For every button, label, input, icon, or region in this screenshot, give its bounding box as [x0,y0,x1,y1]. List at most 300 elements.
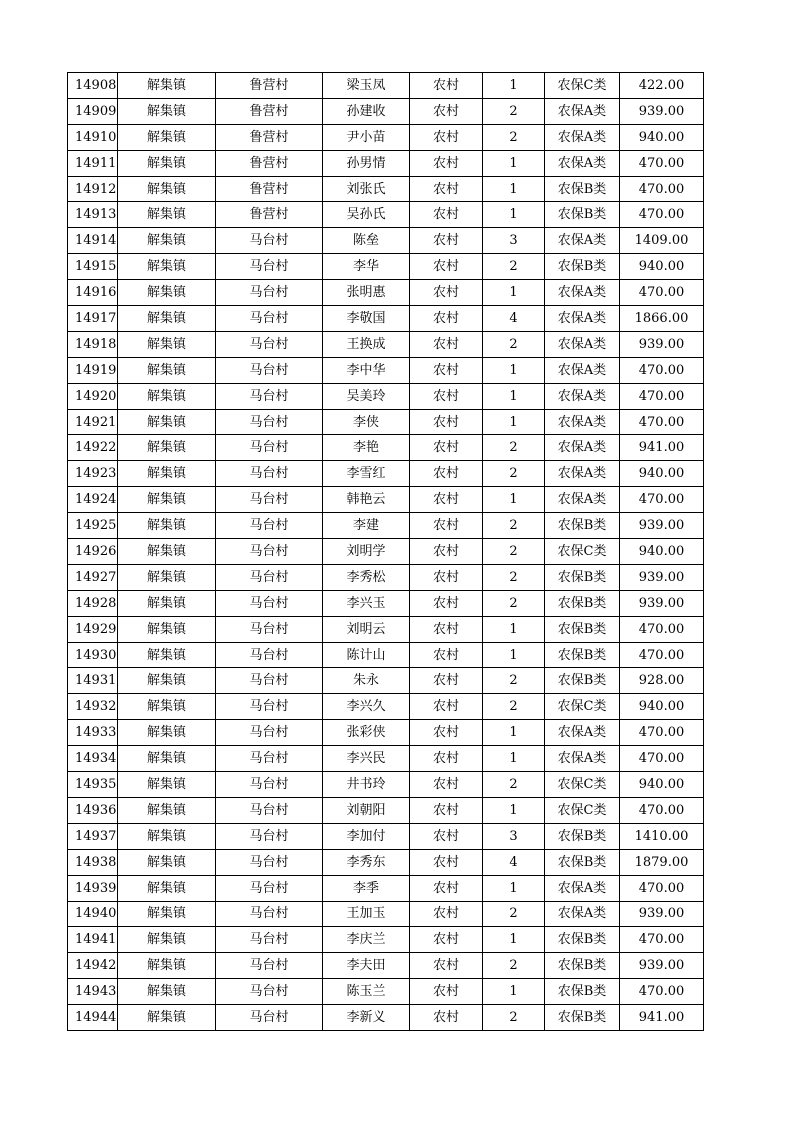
name-cell: 韩艳云 [323,487,410,513]
town-cell: 解集镇 [118,461,216,487]
category-cell: 农村 [410,590,483,616]
record-id-cell: 14933 [68,720,118,746]
name-cell: 李侠 [323,409,410,435]
table-row [68,849,704,875]
record-id-cell: 14908 [68,73,118,99]
town-cell: 解集镇 [118,73,216,99]
amount-cell: 940.00 [620,694,704,720]
insurance-type-cell: 农保B类 [545,1005,620,1031]
town-cell: 解集镇 [118,254,216,280]
household-count-cell: 1 [483,875,545,901]
table-row [68,1005,704,1031]
amount-cell: 939.00 [620,564,704,590]
name-cell: 李艳 [323,435,410,461]
town-cell: 解集镇 [118,823,216,849]
insurance-type-cell: 农保A类 [545,98,620,124]
insurance-type-cell: 农保B类 [545,642,620,668]
household-count-cell: 1 [483,176,545,202]
name-cell: 张彩侠 [323,720,410,746]
record-id-cell: 14938 [68,849,118,875]
table-row [68,357,704,383]
name-cell: 李建 [323,513,410,539]
household-count-cell: 1 [483,927,545,953]
insurance-type-cell: 农保A类 [545,124,620,150]
table-row [68,797,704,823]
record-id-cell: 14927 [68,564,118,590]
name-cell: 孙男情 [323,150,410,176]
household-count-cell: 1 [483,73,545,99]
amount-cell: 422.00 [620,73,704,99]
table-row [68,720,704,746]
name-cell: 李雪红 [323,461,410,487]
category-cell: 农村 [410,73,483,99]
record-id-cell: 14918 [68,331,118,357]
household-count-cell: 2 [483,953,545,979]
table-row [68,694,704,720]
household-count-cell: 2 [483,98,545,124]
town-cell: 解集镇 [118,642,216,668]
amount-cell: 939.00 [620,331,704,357]
category-cell: 农村 [410,797,483,823]
table-row [68,564,704,590]
insurance-type-cell: 农保A类 [545,720,620,746]
name-cell: 李兴久 [323,694,410,720]
record-id-cell: 14930 [68,642,118,668]
household-count-cell: 2 [483,694,545,720]
category-cell: 农村 [410,280,483,306]
household-count-cell: 1 [483,409,545,435]
town-cell: 解集镇 [118,1005,216,1031]
household-count-cell: 2 [483,539,545,565]
record-id-cell: 14939 [68,875,118,901]
insurance-type-cell: 农保A类 [545,150,620,176]
table-row [68,953,704,979]
record-id-cell: 14942 [68,953,118,979]
category-cell: 农村 [410,979,483,1005]
town-cell: 解集镇 [118,409,216,435]
category-cell: 农村 [410,642,483,668]
name-cell: 尹小苗 [323,124,410,150]
amount-cell: 928.00 [620,668,704,694]
insurance-type-cell: 农保A类 [545,409,620,435]
insurance-type-cell: 农保B类 [545,176,620,202]
insurance-type-cell: 农保A类 [545,383,620,409]
category-cell: 农村 [410,927,483,953]
insurance-type-cell: 农保C类 [545,73,620,99]
name-cell: 朱永 [323,668,410,694]
table-row [68,616,704,642]
table-row [68,642,704,668]
record-id-cell: 14936 [68,797,118,823]
table-body [68,73,704,1031]
record-id-cell: 14923 [68,461,118,487]
amount-cell: 470.00 [620,357,704,383]
household-count-cell: 1 [483,202,545,228]
category-cell: 农村 [410,720,483,746]
town-cell: 解集镇 [118,176,216,202]
village-cell: 马台村 [216,901,323,927]
town-cell: 解集镇 [118,150,216,176]
household-count-cell: 3 [483,228,545,254]
table-row [68,435,704,461]
record-id-cell: 14919 [68,357,118,383]
town-cell: 解集镇 [118,306,216,332]
village-cell: 鲁营村 [216,150,323,176]
amount-cell: 470.00 [620,927,704,953]
household-count-cell: 4 [483,306,545,332]
table-row [68,668,704,694]
town-cell: 解集镇 [118,927,216,953]
amount-cell: 470.00 [620,642,704,668]
table-row [68,746,704,772]
table-row [68,176,704,202]
amount-cell: 1866.00 [620,306,704,332]
household-count-cell: 2 [483,124,545,150]
village-cell: 马台村 [216,927,323,953]
village-cell: 马台村 [216,357,323,383]
record-id-cell: 14931 [68,668,118,694]
insurance-type-cell: 农保B类 [545,953,620,979]
name-cell: 李庆兰 [323,927,410,953]
amount-cell: 1879.00 [620,849,704,875]
record-id-cell: 14917 [68,306,118,332]
amount-cell: 940.00 [620,539,704,565]
village-cell: 马台村 [216,228,323,254]
household-count-cell: 3 [483,823,545,849]
record-id-cell: 14920 [68,383,118,409]
village-cell: 马台村 [216,590,323,616]
village-cell: 马台村 [216,306,323,332]
amount-cell: 1410.00 [620,823,704,849]
town-cell: 解集镇 [118,228,216,254]
record-id-cell: 14935 [68,772,118,798]
village-cell: 马台村 [216,979,323,1005]
town-cell: 解集镇 [118,746,216,772]
name-cell: 李秀松 [323,564,410,590]
amount-cell: 470.00 [620,746,704,772]
record-id-cell: 14921 [68,409,118,435]
record-id-cell: 14934 [68,746,118,772]
name-cell: 张明惠 [323,280,410,306]
insurance-type-cell: 农保B类 [545,254,620,280]
category-cell: 农村 [410,435,483,461]
record-id-cell: 14928 [68,590,118,616]
household-count-cell: 2 [483,590,545,616]
village-cell: 马台村 [216,772,323,798]
village-cell: 马台村 [216,539,323,565]
household-count-cell: 1 [483,357,545,383]
name-cell: 李敬国 [323,306,410,332]
village-cell: 马台村 [216,823,323,849]
table-row [68,73,704,99]
village-cell: 马台村 [216,331,323,357]
town-cell: 解集镇 [118,772,216,798]
village-cell: 马台村 [216,513,323,539]
town-cell: 解集镇 [118,875,216,901]
town-cell: 解集镇 [118,357,216,383]
table-row [68,254,704,280]
household-count-cell: 1 [483,746,545,772]
category-cell: 农村 [410,124,483,150]
record-id-cell: 14924 [68,487,118,513]
table-row [68,461,704,487]
town-cell: 解集镇 [118,564,216,590]
amount-cell: 470.00 [620,616,704,642]
name-cell: 孙建收 [323,98,410,124]
village-cell: 马台村 [216,461,323,487]
category-cell: 农村 [410,513,483,539]
insurance-type-cell: 农保C类 [545,797,620,823]
insurance-type-cell: 农保A类 [545,746,620,772]
insurance-type-cell: 农保A类 [545,487,620,513]
category-cell: 农村 [410,461,483,487]
town-cell: 解集镇 [118,98,216,124]
name-cell: 李华 [323,254,410,280]
amount-cell: 470.00 [620,409,704,435]
amount-cell: 939.00 [620,901,704,927]
record-id-cell: 14937 [68,823,118,849]
town-cell: 解集镇 [118,383,216,409]
amount-cell: 941.00 [620,435,704,461]
category-cell: 农村 [410,901,483,927]
table-row [68,331,704,357]
table-row [68,202,704,228]
insurance-type-cell: 农保B类 [545,513,620,539]
village-cell: 马台村 [216,1005,323,1031]
record-id-cell: 14929 [68,616,118,642]
household-count-cell: 1 [483,720,545,746]
name-cell: 吴美玲 [323,383,410,409]
amount-cell: 1409.00 [620,228,704,254]
insurance-type-cell: 农保A类 [545,331,620,357]
insurance-type-cell: 农保B类 [545,849,620,875]
record-id-cell: 14911 [68,150,118,176]
table-row [68,150,704,176]
household-count-cell: 2 [483,772,545,798]
village-cell: 马台村 [216,746,323,772]
record-id-cell: 14914 [68,228,118,254]
village-cell: 马台村 [216,694,323,720]
name-cell: 李中华 [323,357,410,383]
record-id-cell: 14909 [68,98,118,124]
record-id-cell: 14913 [68,202,118,228]
category-cell: 农村 [410,772,483,798]
amount-cell: 470.00 [620,875,704,901]
name-cell: 刘朝阳 [323,797,410,823]
name-cell: 刘明云 [323,616,410,642]
table-row [68,124,704,150]
amount-cell: 941.00 [620,1005,704,1031]
village-cell: 马台村 [216,254,323,280]
village-cell: 马台村 [216,720,323,746]
amount-cell: 470.00 [620,202,704,228]
insurance-type-cell: 农保C类 [545,539,620,565]
amount-cell: 940.00 [620,124,704,150]
household-count-cell: 2 [483,564,545,590]
town-cell: 解集镇 [118,849,216,875]
amount-cell: 470.00 [620,150,704,176]
insurance-type-cell: 农保A类 [545,306,620,332]
town-cell: 解集镇 [118,124,216,150]
table-row [68,823,704,849]
household-count-cell: 1 [483,616,545,642]
household-count-cell: 4 [483,849,545,875]
amount-cell: 939.00 [620,98,704,124]
amount-cell: 470.00 [620,720,704,746]
record-id-cell: 14926 [68,539,118,565]
name-cell: 陈垒 [323,228,410,254]
village-cell: 鲁营村 [216,98,323,124]
table-row [68,513,704,539]
household-count-cell: 1 [483,383,545,409]
village-cell: 马台村 [216,668,323,694]
insurance-type-cell: 农保A类 [545,435,620,461]
table-row [68,98,704,124]
household-count-cell: 2 [483,461,545,487]
table-row [68,306,704,332]
town-cell: 解集镇 [118,953,216,979]
category-cell: 农村 [410,564,483,590]
category-cell: 农村 [410,1005,483,1031]
town-cell: 解集镇 [118,487,216,513]
record-id-cell: 14922 [68,435,118,461]
amount-cell: 940.00 [620,772,704,798]
record-id-cell: 14941 [68,927,118,953]
insurance-type-cell: 农保A类 [545,280,620,306]
insurance-type-cell: 农保B类 [545,564,620,590]
record-id-cell: 14910 [68,124,118,150]
town-cell: 解集镇 [118,280,216,306]
record-id-cell: 14932 [68,694,118,720]
village-cell: 马台村 [216,953,323,979]
category-cell: 农村 [410,357,483,383]
village-cell: 马台村 [216,875,323,901]
table-row [68,590,704,616]
amount-cell: 470.00 [620,383,704,409]
household-count-cell: 2 [483,901,545,927]
name-cell: 刘张氏 [323,176,410,202]
category-cell: 农村 [410,228,483,254]
household-count-cell: 2 [483,331,545,357]
town-cell: 解集镇 [118,202,216,228]
name-cell: 王加玉 [323,901,410,927]
name-cell: 刘明学 [323,539,410,565]
town-cell: 解集镇 [118,901,216,927]
name-cell: 李兴玉 [323,590,410,616]
household-count-cell: 2 [483,668,545,694]
town-cell: 解集镇 [118,331,216,357]
table-row [68,487,704,513]
category-cell: 农村 [410,823,483,849]
village-cell: 鲁营村 [216,124,323,150]
category-cell: 农村 [410,746,483,772]
amount-cell: 470.00 [620,487,704,513]
category-cell: 农村 [410,409,483,435]
town-cell: 解集镇 [118,694,216,720]
table-row [68,927,704,953]
insurance-type-cell: 农保B类 [545,616,620,642]
amount-cell: 470.00 [620,176,704,202]
record-id-cell: 14943 [68,979,118,1005]
category-cell: 农村 [410,539,483,565]
village-cell: 马台村 [216,797,323,823]
table-row [68,228,704,254]
record-id-cell: 14912 [68,176,118,202]
amount-cell: 470.00 [620,280,704,306]
name-cell: 李夫田 [323,953,410,979]
category-cell: 农村 [410,953,483,979]
household-count-cell: 2 [483,1005,545,1031]
record-id-cell: 14940 [68,901,118,927]
name-cell: 李秀东 [323,849,410,875]
category-cell: 农村 [410,306,483,332]
data-table [67,72,704,1031]
village-cell: 马台村 [216,409,323,435]
category-cell: 农村 [410,202,483,228]
table-row [68,409,704,435]
household-count-cell: 2 [483,254,545,280]
village-cell: 马台村 [216,280,323,306]
table-row [68,979,704,1005]
name-cell: 李新义 [323,1005,410,1031]
category-cell: 农村 [410,98,483,124]
household-count-cell: 1 [483,979,545,1005]
insurance-type-cell: 农保C类 [545,772,620,798]
town-cell: 解集镇 [118,539,216,565]
household-count-cell: 2 [483,513,545,539]
amount-cell: 939.00 [620,590,704,616]
table-row [68,280,704,306]
town-cell: 解集镇 [118,616,216,642]
record-id-cell: 14944 [68,1005,118,1031]
category-cell: 农村 [410,694,483,720]
record-id-cell: 14916 [68,280,118,306]
amount-cell: 940.00 [620,461,704,487]
category-cell: 农村 [410,616,483,642]
village-cell: 马台村 [216,642,323,668]
insurance-type-cell: 农保B类 [545,590,620,616]
village-cell: 鲁营村 [216,202,323,228]
name-cell: 王换成 [323,331,410,357]
amount-cell: 940.00 [620,254,704,280]
village-cell: 马台村 [216,564,323,590]
village-cell: 马台村 [216,487,323,513]
category-cell: 农村 [410,849,483,875]
amount-cell: 939.00 [620,953,704,979]
amount-cell: 939.00 [620,513,704,539]
village-cell: 鲁营村 [216,176,323,202]
insurance-type-cell: 农保B类 [545,202,620,228]
insurance-type-cell: 农保B类 [545,823,620,849]
category-cell: 农村 [410,668,483,694]
table-row [68,539,704,565]
town-cell: 解集镇 [118,979,216,1005]
name-cell: 井书玲 [323,772,410,798]
amount-cell: 470.00 [620,797,704,823]
town-cell: 解集镇 [118,797,216,823]
household-count-cell: 2 [483,435,545,461]
town-cell: 解集镇 [118,668,216,694]
insurance-type-cell: 农保A类 [545,357,620,383]
insurance-type-cell: 农保A类 [545,461,620,487]
town-cell: 解集镇 [118,513,216,539]
town-cell: 解集镇 [118,720,216,746]
category-cell: 农村 [410,176,483,202]
table-row [68,383,704,409]
insurance-type-cell: 农保B类 [545,927,620,953]
town-cell: 解集镇 [118,435,216,461]
insurance-type-cell: 农保B类 [545,979,620,1005]
